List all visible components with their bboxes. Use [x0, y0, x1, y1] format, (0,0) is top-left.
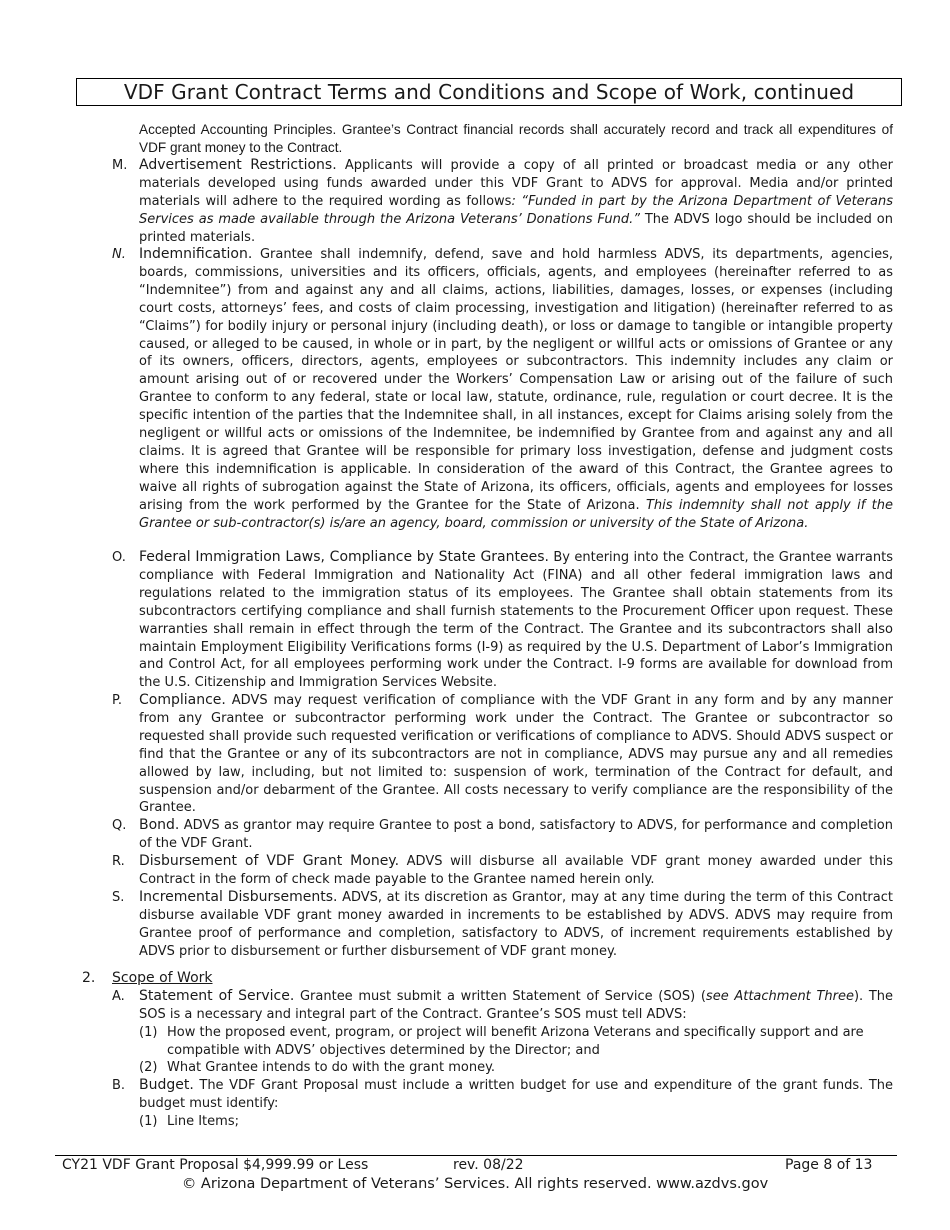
- sub-item-a1: How the proposed event, program, or project will benefit Arizona Veterans and specifically support and are compatible with ADVS’ objectives determined by the Director; and: [167, 1025, 864, 1058]
- item-n-indemnification: [139, 246, 893, 533]
- item-n-text: Grantee shall indemnify, defend, save and hold harmless ADVS, its departments, agencies, boards, commissions, universities and its officers, officials, agents, and employees (hereinafter referred to as “Indemnitee”) from and against any and all claims, actions, liabilities, damages, losses, or expenses (including court costs, attorneys’ fees, and costs of claim processing, investigation and litigation) (hereinafter referred to as “Claims”) for bodily injury or personal injury (including death), or loss or damage to tangible or intangible property caused, or alleged to be caused, in whole or in part, by the negligent or willful acts or omissions of Grantee or any of its owners, officers, directors, agents, employees or subcontractors. This indemnity includes any claim or amount arising out of or recovered under the Workers’ Compensation Law or arising out of the failure of such Grantee to conform to any federal, state or local law, statute, ordinance, rule, regulation or court decree. It is the specific intention of the parties that the Indemnitee shall, in all instances, except for Claims arising solely from the negligent or willful acts or omissions of the Indemnitee, be indemnified by Grantee from and against any and all claims. It is agreed that Grantee will be responsible for primary loss investigation, defense and judgment costs where this indemnification is applicable. In consideration of the award of this Contract, the Grantee agrees to waive all rights of subrogation against the State of Arizona, its officers, officials, agents and employees for losses arising from the work performed by the Grantee for the State of Arizona.: [139, 247, 893, 513]
- item-m-text-end: The ADVS logo should be included on printed materials.: [139, 211, 893, 245]
- sub-marker-b1: (1): [139, 1114, 158, 1129]
- page-header-box: [76, 78, 902, 106]
- item-q-text: ADVS as grantor may require Grantee to post a bond, satisfactory to ADVS, for performance and completion of the VDF Grant.: [139, 818, 893, 851]
- item-p-compliance: [139, 692, 893, 817]
- item-o-federal-immigration-laws: [139, 549, 893, 692]
- sub-item-a2: What Grantee intends to do with the grant money.: [167, 1060, 496, 1075]
- footer-revision: rev. 08/22: [453, 1157, 524, 1173]
- item-a-statement-of-service: [139, 988, 893, 1024]
- page-title: VDF Grant Contract Terms and Conditions and Scope of Work, continued: [123, 80, 855, 104]
- item-o-text: By entering into the Contract, the Grantee warrants compliance with Federal Immigration and Nationality Act (FINA) and all other federal immigration laws and regulations related to the immigration status of its employees. The Grantee shall obtain statements from its subcontractors certifying compliance and shall furnish statements to the Procurement Officer upon request. These warranties shall remain in effect through the term of the Contract. The Grantee and its subcontractors shall also maintain Employment Eligibility Verifications forms (I-9) as required by the U.S. Department of Labor’s Immigration and Control Act, for all employees performing work under the Contract. I-9 forms are available for download from the U.S. Citizenship and Immigration Services Website.: [139, 550, 893, 691]
- footer-divider: [55, 1155, 897, 1156]
- item-marker-r: R.: [112, 854, 125, 869]
- item-p-title: Compliance.: [139, 692, 226, 708]
- sub-item-b1: Line Items;: [167, 1114, 239, 1129]
- item-marker-p: P.: [112, 693, 122, 708]
- item-r-title: Disbursement of VDF Grant Money.: [139, 853, 400, 869]
- sub-marker-a2: (2): [139, 1060, 158, 1075]
- item-a-text-end: ). The SOS is a necessary and integral part of the Contract. Grantee’s SOS must tell ADVS:: [139, 989, 894, 1022]
- item-r-text: ADVS will disburse all available VDF grant money awarded under this Contract in the form of check made payable to the Grantee named herein only.: [139, 854, 893, 887]
- item-n-title: Indemnification.: [139, 246, 253, 262]
- footer-page-number: Page 8 of 13: [785, 1157, 873, 1173]
- item-m-required-wording: : “Funded in part by the Arizona Department of Veterans Services as made available through the Arizona Veterans’ Donations Fund.”: [139, 193, 893, 227]
- item-marker-o: O.: [112, 550, 126, 565]
- section-number: 2.: [82, 970, 96, 986]
- item-n-exception: This indemnity shall not apply if the Grantee or sub-contractor(s) is/are an agency, board, commission or university of the State of Arizona.: [139, 497, 893, 531]
- item-marker-m: M.: [112, 158, 128, 173]
- item-marker-b: B.: [112, 1078, 126, 1093]
- item-b-budget: [139, 1077, 893, 1113]
- item-b-text: The VDF Grant Proposal must include a written budget for use and expenditure of the grant funds. The budget must identify:: [139, 1078, 893, 1111]
- item-b-title: Budget.: [139, 1077, 194, 1093]
- item-a-text: Grantee must submit a written Statement of Service (SOS) (: [294, 989, 706, 1004]
- footer-proposal-name: CY21 VDF Grant Proposal $4,999.99 or Less: [62, 1157, 369, 1173]
- item-p-text: ADVS may request verification of compliance with the VDF Grant in any form and by any manner from any Grantee or subcontractor performing work under the Contract. The Grantee or subcontractor so requested shall provide such requested verification or verifications of compliance to ADVS. Should ADVS suspect or find that the Grantee or any of its subcontractors are not in compliance, ADVS may pursue any and all remedies allowed by law, including, but not limited to: suspension of work, termination of the Contract for default, and suspension and/or debarment of the Grantee. All costs necessary to verify compliance are the responsibility of the Grantee.: [139, 693, 893, 816]
- item-marker-a: A.: [112, 989, 125, 1004]
- item-q-bond: [139, 817, 893, 853]
- item-marker-s: S.: [112, 890, 125, 905]
- footer-copyright: © Arizona Department of Veterans’ Services. All rights reserved. www.azdvs.gov: [181, 1176, 769, 1192]
- item-s-text: ADVS, at its discretion as Grantor, may at any time during the term of this Contract disburse available VDF grant money awarded in increments to be established by ADVS. ADVS may require from Grantee proof of performance and completion, satisfactory to ADVS, of increment requirements established by ADVS prior to disbursement or further disbursement of VDF grant money.: [139, 890, 893, 959]
- item-s-title: Incremental Disbursements.: [139, 889, 338, 905]
- continued-paragraph: Accepted Accounting Principles. Grantee’s Contract financial records shall accurately record and track all expenditures of VDF grant money to the Contract.: [139, 122, 893, 155]
- item-m-title: Advertisement Restrictions.: [139, 157, 337, 173]
- item-a-title: Statement of Service.: [139, 988, 295, 1004]
- item-s-incremental-disbursements: [139, 889, 893, 961]
- item-a-attachment-ref: see Attachment Three: [705, 989, 854, 1004]
- item-m-text: Applicants will provide a copy of all printed or broadcast media or any other materials developed using funds awarded under this VDF Grant to ADVS for approval. Media and/or printed materials will adhere to the required wording as follows: [139, 158, 894, 209]
- item-r-disbursement: [139, 853, 893, 889]
- item-marker-q: Q.: [112, 818, 127, 833]
- item-q-title: Bond.: [139, 817, 180, 833]
- sub-marker-a1: (1): [139, 1025, 158, 1040]
- item-m-advertisement-restrictions: [139, 157, 893, 247]
- section-title-scope-of-work: Scope of Work: [112, 970, 213, 986]
- item-o-title: Federal Immigration Laws, Compliance by State Grantees.: [139, 549, 549, 565]
- item-marker-n: N.: [112, 247, 126, 262]
